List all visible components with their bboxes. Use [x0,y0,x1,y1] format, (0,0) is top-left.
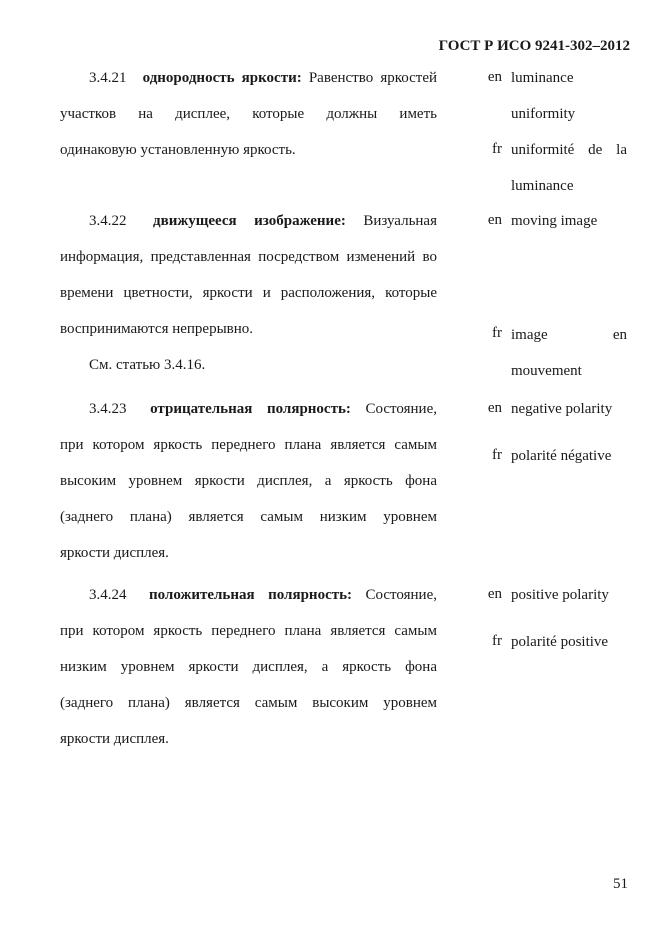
equivalent-term-line: luminance [511,70,574,86]
equivalent-term-line: positive polarity [511,587,609,603]
entry-definition-start: Состояние, [365,401,437,417]
equivalent-term-line: luminance [511,178,574,194]
entry-number: 3.4.24 [89,587,127,603]
entry-term: однородность яркости: [142,70,302,86]
cross-reference: См. статью 3.4.16. [89,357,206,373]
equivalent-term-line: uniformité de la [511,142,627,158]
equivalent-term-line: mouvement [511,363,582,379]
entry-definition-line: высоким уровнем яркости дисплея, а яркость фона [60,473,437,489]
equivalent-term-line: uniformity [511,106,576,122]
entry-term: положительная полярность: [148,587,353,603]
term-entry-3-4-23 [60,391,437,571]
entry-definition-line: информация, представленная посредством изменений во [60,249,437,265]
entry-term: отрицательная полярность: [150,401,351,417]
page-number: 51 [613,876,628,892]
entry-number: 3.4.21 [89,70,127,86]
entry-definition-line: воспринимаются непрерывно. [60,321,254,337]
entry-definition-start: Равенство яркостей [308,70,438,86]
equivalent-term-line: image en [511,327,627,343]
entry-definition-line: (заднего плана) является самым низким уровнем [60,509,437,525]
lang-code-fr: fr [492,447,502,463]
entry-first-line [60,60,437,96]
entry-number: 3.4.22 [89,213,127,229]
term-entry-3-4-21 [60,60,437,168]
term-entry-3-4-24 [60,577,437,757]
entry-term: движущееся изображение: [153,213,346,229]
equivalent-term-line: moving image [511,213,598,229]
entry-definition-line: одинаковую установленную яркость. [60,142,296,158]
lang-code-fr: fr [492,633,502,649]
entry-first-line [60,391,437,427]
lang-code-en: en [487,69,502,85]
entry-definition-start: Состояние, [365,587,437,603]
lang-code-en: en [487,586,502,602]
entry-definition-line: при котором яркость переднего плана является самым [60,623,437,639]
equivalent-term-line: polarité positive [511,634,609,650]
entry-definition-line: участков на дисплее, которые должны иметь [60,106,437,122]
term-entry-3-4-22 [60,203,437,347]
entry-definition-start: Визуальная [363,213,437,229]
lang-code-en: en [487,400,502,416]
entry-definition-line: яркости дисплея. [60,731,169,747]
entry-first-line [60,203,437,239]
lang-code-fr: fr [492,325,502,341]
entry-number: 3.4.23 [89,401,127,417]
entry-definition-line: низким уровнем яркости дисплея, а яркость фона [60,659,437,675]
entry-definition-line: (заднего плана) является самым высоким уровнем [60,695,437,711]
document-code-header: ГОСТ Р ИСО 9241-302–2012 [438,38,630,54]
equivalent-term-line: negative polarity [511,401,613,417]
entry-definition-line: яркости дисплея. [60,545,169,561]
entry-definition-line: при котором яркость переднего плана является самым [60,437,437,453]
entry-definition-line: времени цветности, яркости и расположения, которые [60,285,437,301]
equivalent-term-line: polarité négative [511,448,612,464]
entry-first-line [60,577,437,613]
lang-code-fr: fr [492,141,502,157]
lang-code-en: en [487,212,502,228]
